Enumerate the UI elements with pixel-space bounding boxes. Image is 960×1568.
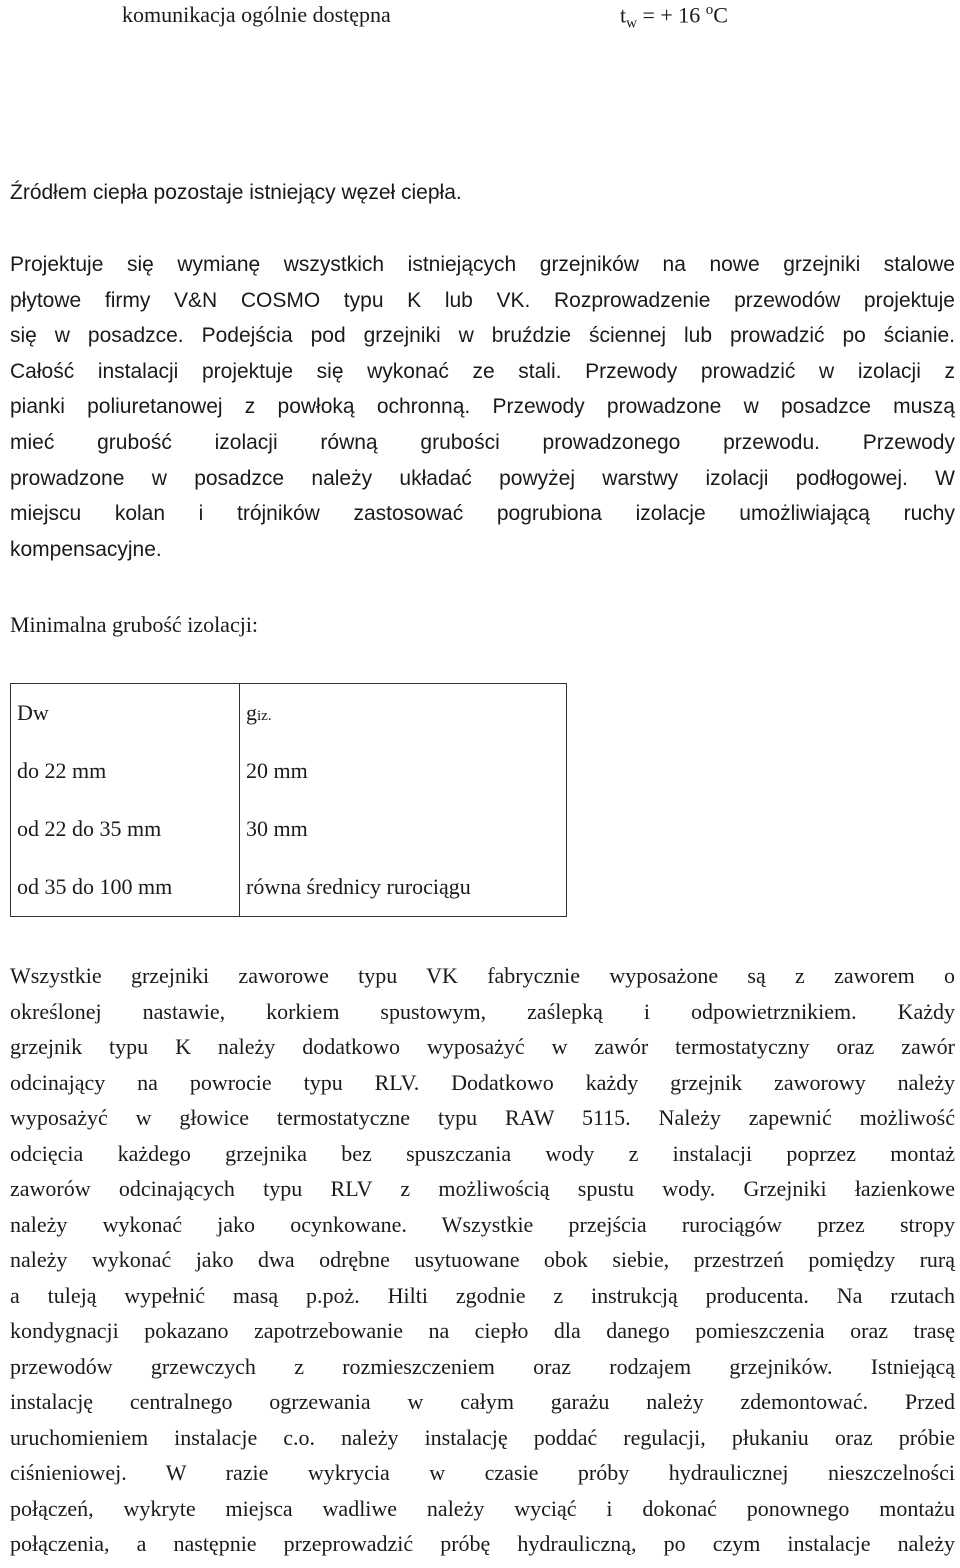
paragraph-line: Projektuje się wymianę wszystkich istniejących grzejników na nowe grzejniki stalowe — [10, 253, 955, 276]
paragraph-line: kondygnacji pokazano zapotrzebowanie na ciepło dla danego pomieszczenia oraz trasę — [10, 1318, 955, 1343]
paragraph-line: odcięcia każdego grzejnika bez spuszczania wody z instalacji poprzez montaż — [10, 1140, 955, 1166]
paragraph-line: grzejnik typu K należy dodatkowo wyposażyć w zawór termostatyczny oraz zawór — [10, 1034, 955, 1059]
header-label: komunikacja ogólnie dostępna — [122, 2, 391, 27]
table-header-row — [11, 684, 567, 743]
table-cell-dw: od 35 do 100 mm — [11, 858, 240, 917]
giz-sub: iz. — [257, 708, 272, 724]
paragraph-line: przewodów grzewczych z rozmieszczeniem oraz rodzajem grzejników. Istniejącą — [10, 1353, 955, 1379]
paragraph-line: Wszystkie grzejniki zaworowe typu VK fabrycznie wyposażone są z zaworem o — [10, 963, 955, 988]
table-header-giz — [240, 684, 567, 743]
temp-sub: w — [626, 15, 637, 32]
paragraph-line: prowadzone w posadzce należy układać powyżej warstwy izolacji podłogowej. W — [10, 466, 955, 490]
paragraph-line: się w posadzce. Podejścia pod grzejniki w bruździe ściennej lub prowadzić po ścianie. — [10, 324, 955, 348]
paragraph-line: należy wykonać jako dwa odrębne usytuowane obok siebie, przestrzeń pomiędzy rurą — [10, 1247, 955, 1272]
insulation-table — [10, 683, 567, 917]
table-row — [11, 858, 567, 917]
table-cell-dw: do 22 mm — [11, 742, 240, 800]
paragraph-line: odcinający na powrocie typu RLV. Dodatkowo każdy grzejnik zaworowy należy — [10, 1069, 955, 1095]
table-row — [11, 800, 567, 858]
giz-main: g — [246, 700, 257, 725]
paragraph-line: pianki poliuretanowej z powłoką ochronną. Przewody prowadzone w posadzce muszą — [10, 395, 955, 419]
paragraph-line: połączeń, wykryte miejsca wadliwe należy wyciąć i dokonać ponownego montażu — [10, 1495, 955, 1521]
table-row — [11, 742, 567, 800]
temp-eq: = + 16 — [636, 2, 706, 28]
paragraph-line: płytowe firmy V&N COSMO typu K lub VK. Rozprowadzenie przewodów projektuje — [10, 288, 955, 312]
paragraph-line: a tuleją wypełnić masą p.poż. Hilti zgodnie z instrukcją producenta. Na rzutach — [10, 1282, 955, 1308]
temperature-header — [122, 2, 822, 32]
paragraph-radiators — [10, 958, 955, 1562]
temp-prefix: t — [620, 2, 627, 28]
temp-sup: o — [705, 2, 714, 18]
paragraph-line: wyposażyć w głowice termostatyczne typu RAW 5115. Należy zapewnić możliwość — [10, 1105, 955, 1130]
paragraph-installation — [10, 247, 955, 567]
table-cell-dw: od 22 do 35 mm — [11, 800, 240, 858]
table-cell-giz: 20 mm — [240, 742, 567, 800]
paragraph-line: zaworów odcinających typu RLV z możliwością spustu wody. Grzejniki łazienkowe — [10, 1176, 955, 1201]
paragraph-line: instalację centralnego ogrzewania w całym garażu należy zdemontować. Przed — [10, 1389, 955, 1414]
paragraph-line: ciśnieniowej. W razie wykrycia w czasie próby hydraulicznej nieszczelności — [10, 1460, 955, 1485]
table-cell-giz: równa średnicy rurociągu — [240, 858, 567, 917]
paragraph-line: połączenia, a następnie przeprowadzić próbę hydrauliczną, po czym instalacje należy — [10, 1531, 955, 1556]
temperature-value — [620, 2, 728, 33]
temp-unit: C — [713, 2, 728, 28]
paragraph-line: uruchomieniem instalacje c.o. należy instalację poddać regulacji, płukaniu oraz próbie — [10, 1424, 955, 1450]
paragraph-line: należy wykonać jako ocynkowane. Wszystkie przejścia rurociągów przez stropy — [10, 1211, 955, 1237]
table-cell-giz: 30 mm — [240, 800, 567, 858]
paragraph-line: kompensacyjne. — [10, 537, 162, 561]
source-sentence: Źródłem ciepła pozostaje istniejący węzeł ciepła. — [10, 181, 462, 204]
min-thickness-label: Minimalna grubość izolacji: — [10, 612, 259, 637]
paragraph-line: Całość instalacji projektuje się wykonać ze stali. Przewody prowadzić w izolacji z — [10, 359, 955, 383]
table-header-dw: Dw — [11, 684, 240, 743]
paragraph-line: mieć grubość izolacji równą grubości prowadzonego przewodu. Przewody — [10, 430, 955, 454]
paragraph-line: określonej nastawie, korkiem spustowym, zaślepką i odpowietrznikiem. Każdy — [10, 998, 955, 1024]
paragraph-line: miejscu kolan i trójników zastosować pogrubiona izolacje umożliwiającą ruchy — [10, 502, 955, 526]
